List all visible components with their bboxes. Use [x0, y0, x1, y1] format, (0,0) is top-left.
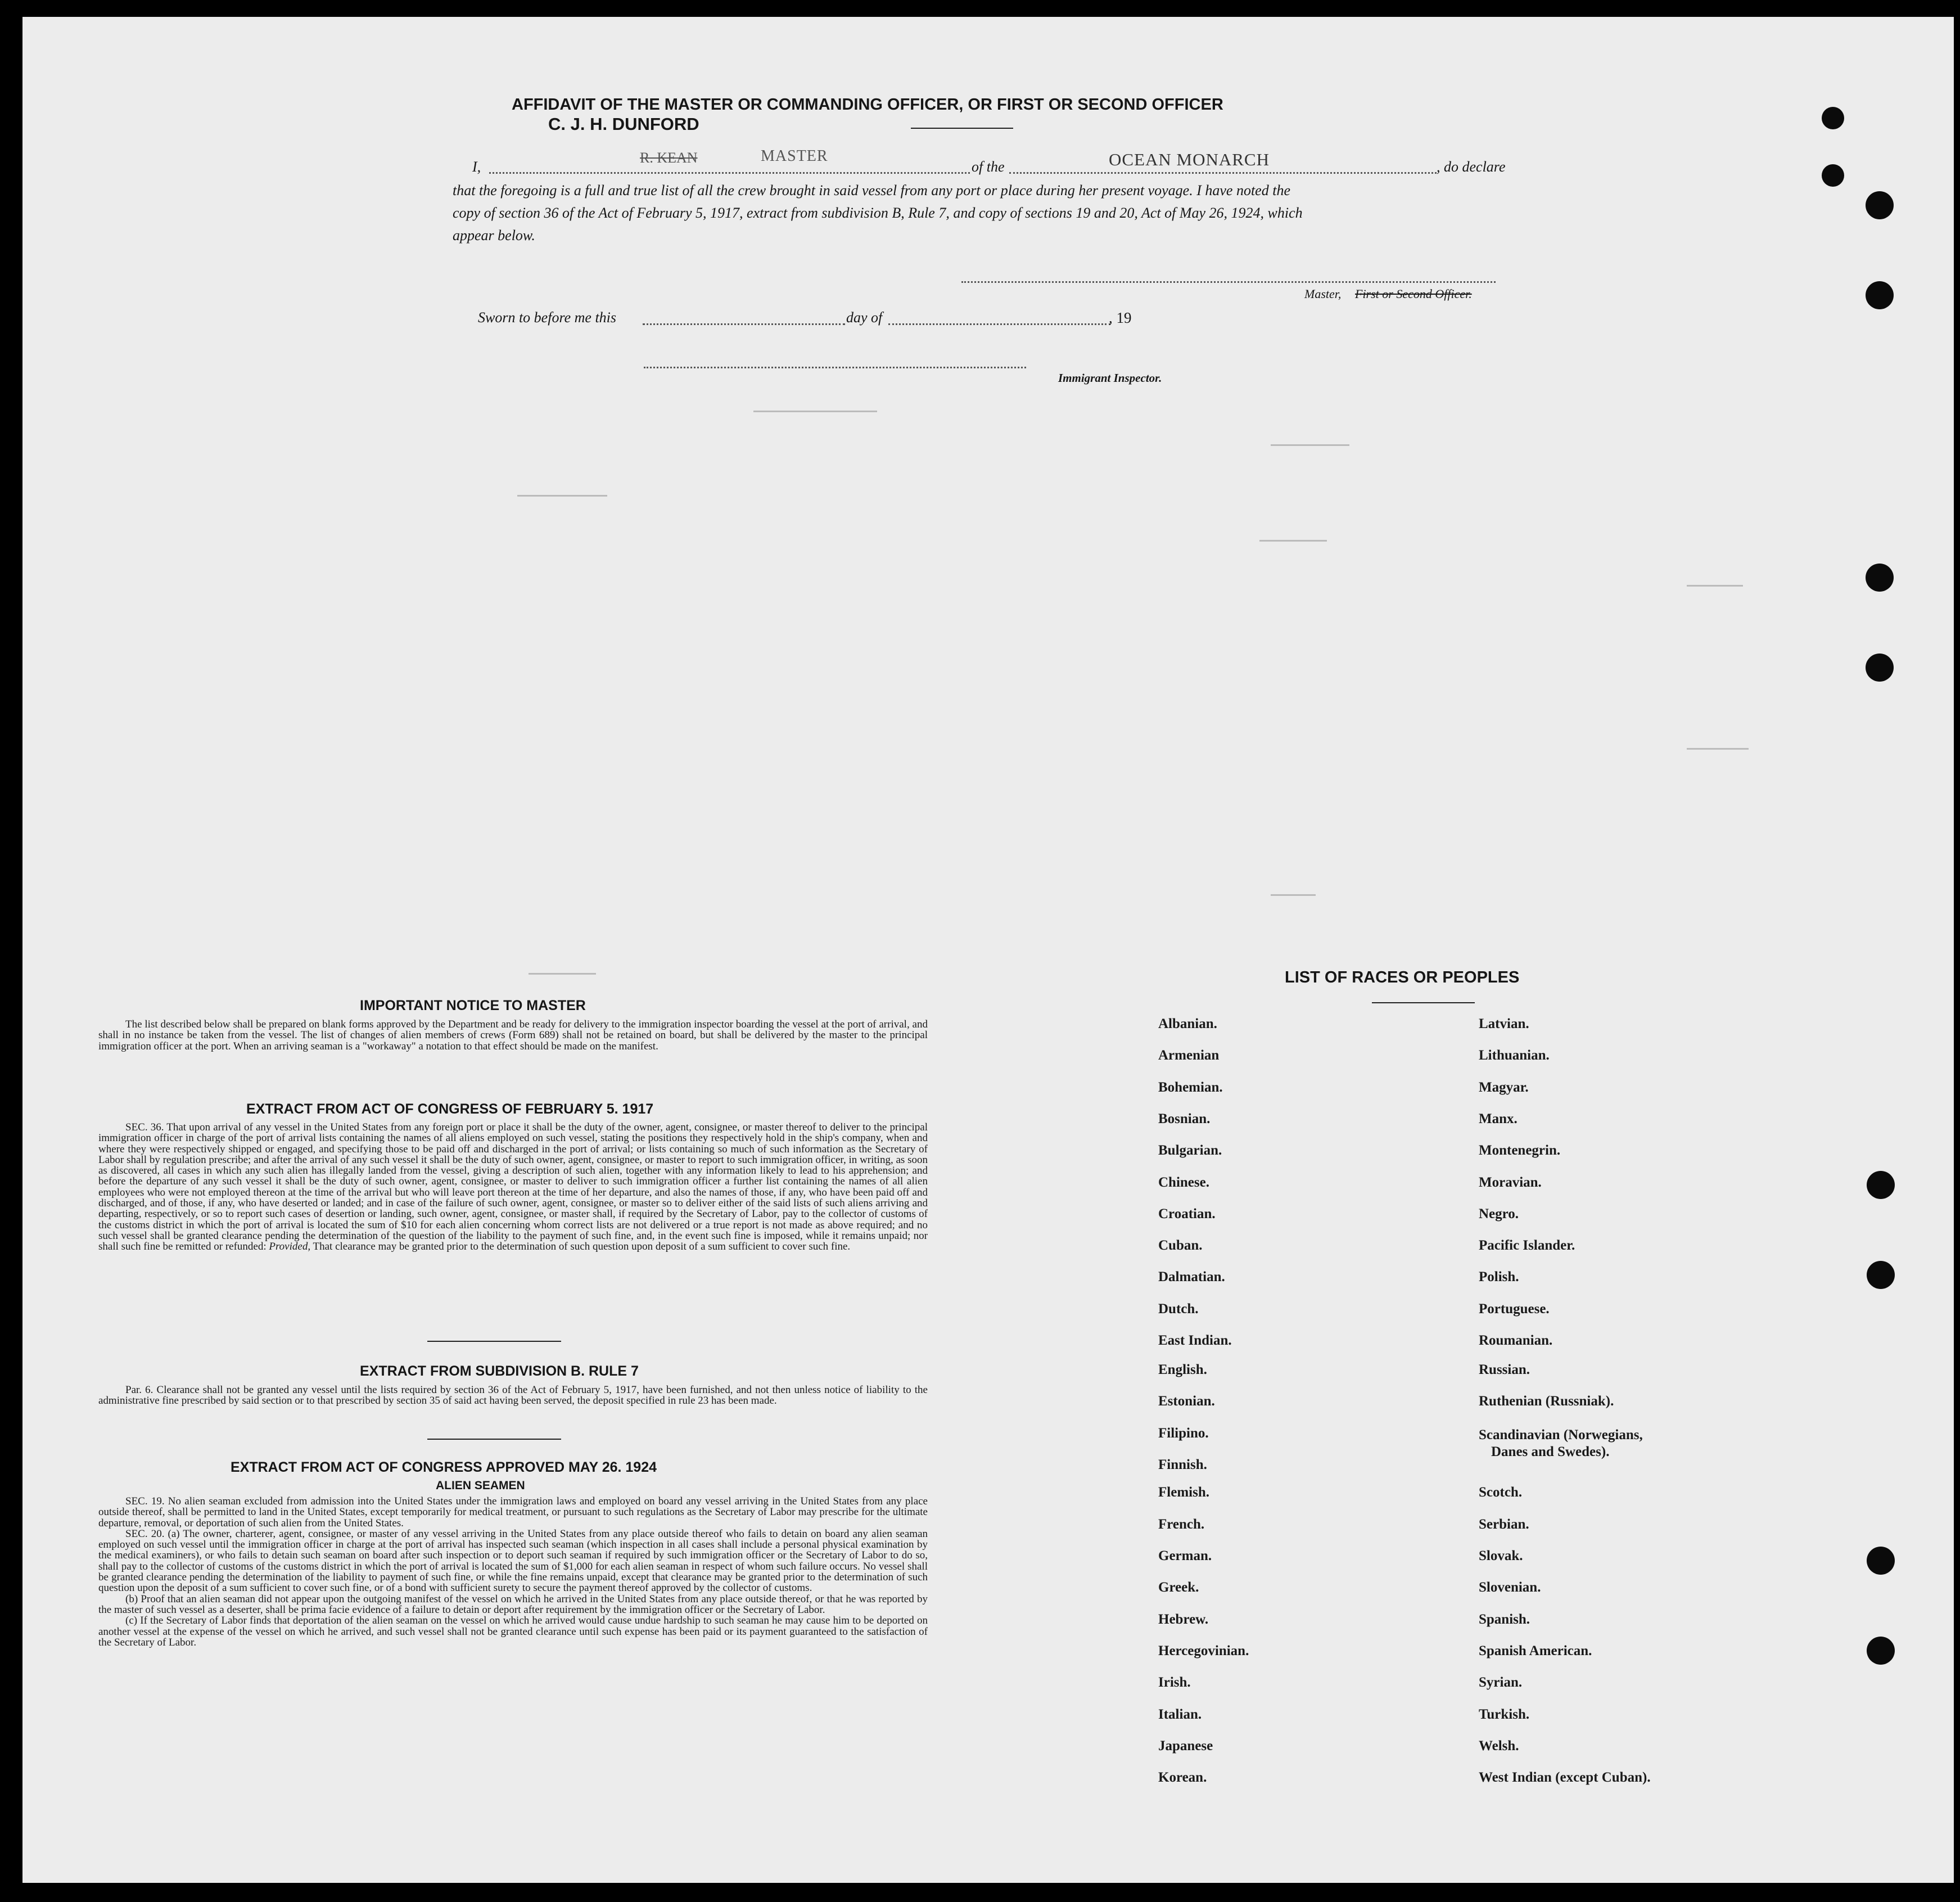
race-item: Japanese	[1158, 1738, 1213, 1754]
race-item: Filipino.	[1158, 1426, 1209, 1441]
race-item: Magyar.	[1479, 1080, 1529, 1095]
race-item: Scandinavian (Norwegians,	[1479, 1427, 1643, 1443]
affidavit-title: AFFIDAVIT OF THE MASTER OR COMMANDING OFFICER, OR FIRST OR SECOND OFFICER	[512, 96, 1223, 114]
race-item: Dalmatian.	[1158, 1269, 1225, 1284]
divider	[427, 1439, 561, 1440]
race-item: Pacific Islander.	[1479, 1238, 1575, 1253]
race-item: Lithuanian.	[1479, 1048, 1550, 1063]
rank: MASTER	[761, 147, 828, 165]
signature-label-master: Master,	[1304, 287, 1342, 301]
section-19-paragraph: SEC. 19. No alien seaman excluded from admission into the United States under the immigration laws and employed on board any vessel arriving in the United States from any place outside thereof, shall be permitted to land in the United States, except temporarily for medical treatment, or pursuant to such regulations as the Secretary of Labor may prescribe for the ultimate departure, removal, or deportation of such alien from the United States.	[98, 1495, 928, 1529]
race-item: Turkish.	[1479, 1707, 1530, 1722]
extract-rule7-title: EXTRACT FROM SUBDIVISION B. RULE 7	[360, 1363, 639, 1379]
race-item: Albanian.	[1158, 1016, 1217, 1031]
race-item: Portuguese.	[1479, 1301, 1550, 1317]
race-item: Welsh.	[1479, 1738, 1519, 1754]
punch-hole	[1866, 653, 1894, 682]
race-item: Latvian.	[1479, 1016, 1529, 1031]
inspector-label: Immigrant Inspector.	[1058, 371, 1162, 385]
race-item: Montenegrin.	[1479, 1143, 1561, 1158]
divider	[427, 1341, 561, 1342]
race-item: West Indian (except Cuban).	[1479, 1770, 1651, 1785]
signature-label-struck: First or Second Officer.	[1355, 287, 1472, 301]
punch-hole	[1867, 1547, 1895, 1575]
race-item: Scotch.	[1479, 1485, 1523, 1500]
race-item: Polish.	[1479, 1269, 1519, 1284]
rule7-paragraph: Par. 6. Clearance shall not be granted any vessel until the lists required by section 36 of the Act of February 5, 1917, have been furnished, and not then unless notice of liability to the administrative fine prescribed by said section or to that prescribed by section 35 of said act having been served, the deposit specified in rule 23 has been made.	[98, 1384, 928, 1407]
do-declare-label: , do declare	[1437, 159, 1506, 175]
race-item: Dutch.	[1158, 1301, 1199, 1317]
notice-text	[98, 1019, 928, 1052]
extract-1917-text	[98, 1122, 928, 1252]
i-label: I,	[472, 159, 481, 175]
race-item: Spanish American.	[1479, 1643, 1592, 1658]
extract-1924-subtitle: ALIEN SEAMEN	[436, 1479, 525, 1492]
divider	[911, 128, 1013, 129]
race-item: Croatian.	[1158, 1206, 1216, 1222]
punch-hole	[1866, 564, 1894, 592]
bleed-through-mark	[1687, 585, 1743, 587]
race-item: Syrian.	[1479, 1675, 1523, 1690]
race-item: Slovenian.	[1479, 1580, 1541, 1595]
bleed-through-mark	[753, 411, 877, 412]
vessel-fill-line	[1009, 172, 1437, 174]
year-label: , 19	[1109, 309, 1132, 326]
race-item: Moravian.	[1479, 1175, 1542, 1190]
document-page	[22, 17, 1954, 1883]
declaration-line-3: appear below.	[453, 227, 535, 244]
sworn-day-line	[643, 323, 845, 325]
race-item: Italian.	[1158, 1707, 1202, 1722]
race-item: Danes and Swedes).	[1491, 1444, 1610, 1459]
race-item: Chinese.	[1158, 1175, 1209, 1190]
race-item: Cuban.	[1158, 1238, 1203, 1253]
punch-hole	[1867, 1637, 1895, 1665]
race-item: Serbian.	[1479, 1517, 1529, 1532]
extract-1917-title: EXTRACT FROM ACT OF CONGRESS OF FEBRUARY 5. 1917	[246, 1101, 654, 1117]
of-the-label: of the	[972, 159, 1005, 175]
race-item: Negro.	[1479, 1206, 1519, 1222]
race-item: Armenian	[1158, 1048, 1220, 1063]
race-item: Spanish.	[1479, 1612, 1530, 1627]
race-item: Bulgarian.	[1158, 1143, 1222, 1158]
race-item: Manx.	[1479, 1111, 1518, 1126]
race-item: East Indian.	[1158, 1333, 1232, 1348]
provided-label: Provided,	[269, 1241, 311, 1253]
race-item: Korean.	[1158, 1770, 1207, 1785]
race-item: Slovak.	[1479, 1548, 1523, 1563]
race-item: Russian.	[1479, 1362, 1530, 1377]
races-title: LIST OF RACES OR PEOPLES	[1285, 968, 1520, 986]
punch-hole	[1866, 191, 1894, 219]
race-item: English.	[1158, 1362, 1207, 1377]
notice-paragraph: The list described below shall be prepared on blank forms approved by the Department and be ready for delivery to the immigration inspector boarding the vessel at the port of arrival, and shall in no instance be taken from the vessel. The list of changes of alien members of crews (Form 689) shall not be retained on board, but shall be delivered by the master to the principal immigration officer at the port. When an arriving seaman is a "workaway" a notation to that effect should be made on the manifest.	[98, 1018, 928, 1052]
bleed-through-mark	[1271, 444, 1349, 446]
section-36-paragraph	[98, 1122, 928, 1252]
race-item: Greek.	[1158, 1580, 1199, 1595]
punch-hole	[1822, 107, 1844, 129]
sworn-label: Sworn to before me this	[478, 309, 617, 326]
section-20c-paragraph: (c) If the Secretary of Labor finds that deportation of the alien seaman on the vessel on which he arrived would cause undue hardship to such seaman he may cause him to be deported on another vessel at the expense of the vessel on which he arrived, and such vessel shall not be granted clearance until such expense has been paid or its payment guaranteed to the satisfaction of the Secretary of Labor.	[98, 1615, 928, 1648]
notice-title: IMPORTANT NOTICE TO MASTER	[360, 998, 586, 1013]
race-item: Irish.	[1158, 1675, 1191, 1690]
race-item: Roumanian.	[1479, 1333, 1553, 1348]
name-fill-line	[489, 172, 970, 174]
extract-1924-text	[98, 1496, 928, 1648]
bleed-through-mark	[529, 973, 596, 975]
race-item: German.	[1158, 1548, 1212, 1563]
punch-hole	[1822, 164, 1844, 187]
declaration-line-1: that the foregoing is a full and true list of all the crew brought in said vessel from any port or place during her present voyage. I have noted the	[453, 182, 1290, 199]
race-item: Hebrew.	[1158, 1612, 1209, 1627]
bleed-through-mark	[1259, 540, 1327, 542]
race-item: Finnish.	[1158, 1457, 1207, 1472]
bleed-through-mark	[1271, 894, 1316, 896]
punch-hole	[1866, 281, 1894, 309]
section-20b-paragraph: (b) Proof that an alien seaman did not appear upon the outgoing manifest of the vessel on which he arrived in the United States from any place outside thereof, or that he was reported by the master of such vessel as a deserter, shall be prima facie evidence of a failure to detain or deport after requirement by the immigration officer or the Secretary of Labor.	[98, 1593, 928, 1616]
day-of-label: day of	[846, 309, 883, 326]
officer-name: C. J. H. DUNFORD	[548, 114, 699, 134]
race-item: French.	[1158, 1517, 1205, 1532]
sworn-month-line	[888, 323, 1110, 325]
race-item: Estonian.	[1158, 1394, 1215, 1409]
inspector-signature-line	[644, 367, 1026, 368]
race-item: Ruthenian (Russniak).	[1479, 1394, 1614, 1409]
section-36-text-end: That clearance may be granted prior to the determination of such question upon deposit of a sum sufficient to cover such fine.	[313, 1241, 851, 1253]
struck-name: R. KEAN	[640, 150, 698, 166]
vessel-name: OCEAN MONARCH	[1109, 150, 1270, 169]
race-item: Hercegovinian.	[1158, 1643, 1249, 1658]
race-item: Bosnian.	[1158, 1111, 1211, 1126]
race-item: Bohemian.	[1158, 1080, 1223, 1095]
extract-1924-title: EXTRACT FROM ACT OF CONGRESS APPROVED MAY 26. 1924	[231, 1459, 657, 1475]
bleed-through-mark	[1687, 748, 1749, 750]
race-item: Flemish.	[1158, 1485, 1209, 1500]
signature-line	[961, 281, 1496, 283]
punch-hole	[1867, 1261, 1895, 1289]
punch-hole	[1867, 1171, 1895, 1199]
declaration-line-2: copy of section 36 of the Act of February 5, 1917, extract from subdivision B, Rule 7, and copy of sections 19 and 20, Act of May 26, 1924, which	[453, 205, 1303, 221]
section-20a-paragraph: SEC. 20. (a) The owner, charterer, agent, consignee, or master of any vessel arriving in the United States from any place outside thereof who fails to detain on board any alien seaman employed on such vessel until the immigration officer in charge at the port of arrival has inspected such seaman (which inspection in all cases shall include a personal physical examination by the medical examiners), or who fails to detain such seaman on board after such inspection or to deport such seaman if required by such immigration officer or the Secretary of Labor to do so, shall pay to the collector of customs of the customs district in which the port of arrival is located the sum of $1,000 for each alien seaman in respect of whom such failure occurs. No vessel shall be granted clearance pending the determination of the liability to payment of such fine, or while the fine remains unpaid, except that clearance may be granted prior to the determination of such question upon the deposit of a sum sufficient to cover such fine, or of a bond with sufficient surety to secure the payment thereof approved by the collector of customs.	[98, 1527, 928, 1594]
extract-rule7-text	[98, 1385, 928, 1407]
section-36-text: SEC. 36. That upon arrival of any vessel in the United States from any foreign port or place it shall be the duty of the owner, agent, consignee, or master thereof to deliver to the principal immigration officer in charge of the port of arrival lists containing the names of all aliens employed on such vessel, stating the positions they respectively hold in the ship's company, when and where they were respectively shipped or engaged, and specifying those to be paid off and discharged in the port of arrival; or lists containing so much of such information as the Secretary of Labor shall by regulation prescribe; and after the arrival of any such vessel it shall be the duty of such owner, agent, consignee, or master to report to such immigration officer, in writing, as soon as discovered, all cases in which any such alien has illegally landed from the vessel, giving a description of such alien, together with any information likely to lead to his apprehension; and before the departure of any such vessel it shall be the duty of such owner, agent, consignee, or master to deliver to such immigration officer a further list containing the names of all alien employees who were not employed thereon at the time of the arrival but who will leave port thereon at the time of her departure, and also the names of those, if any, who have been paid off and discharged, and of those, if any, who have deserted or landed; and in case of the failure of such owner, agent, consignee, or master so to deliver either of the said lists of such aliens arriving and departing, respectively, or so to report such cases of desertion or landing, such owner, agent, consignee, or master shall, if required by the Secretary of Labor, pay to the collector of customs of the customs district in which the port of arrival is located the sum of $10 for each alien concerning whom correct lists are not delivered or a true report is not made as above required; and no such vessel shall be granted clearance pending the determination of the question of the liability to the payment of such fine, and, in the event such fine is imposed, while it remains unpaid; nor shall such fine be remitted or refunded:	[98, 1121, 928, 1253]
divider	[1372, 1002, 1475, 1003]
bleed-through-mark	[517, 495, 607, 497]
